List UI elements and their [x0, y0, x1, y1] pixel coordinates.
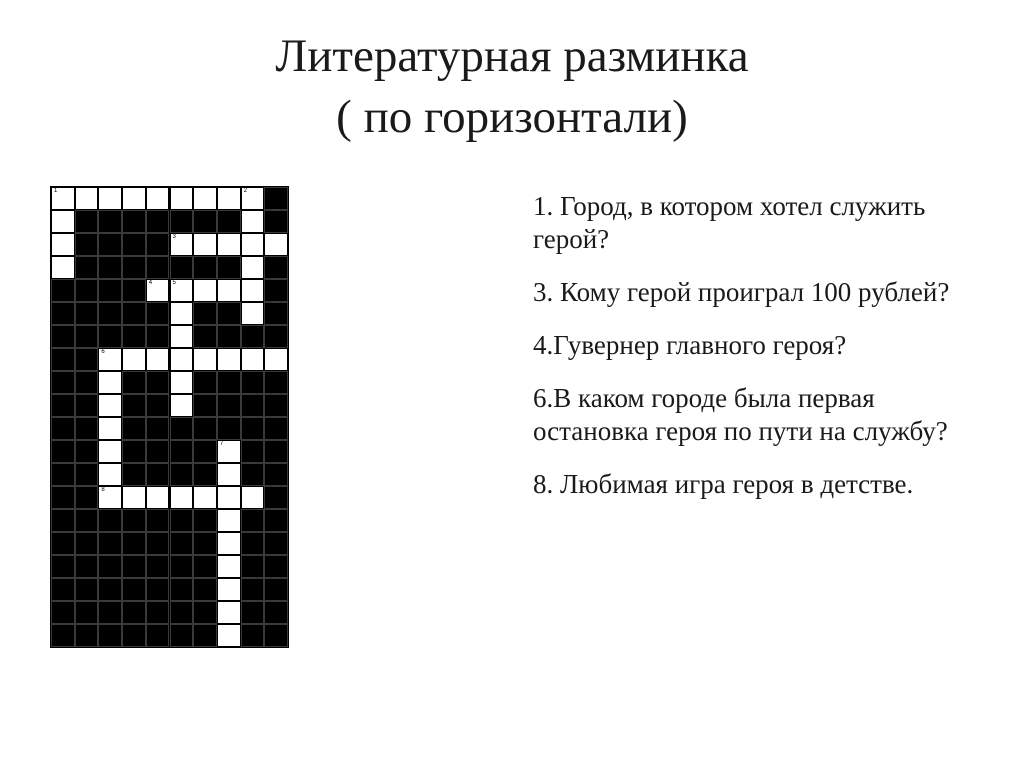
crossword-block: [51, 279, 75, 302]
crossword-block: [146, 256, 170, 279]
crossword-block: [98, 578, 122, 601]
crossword-cell[interactable]: [241, 486, 265, 509]
crossword-block: [241, 325, 265, 348]
crossword-cell[interactable]: [122, 187, 146, 210]
crossword-block: [122, 463, 146, 486]
crossword-block: [75, 509, 99, 532]
crossword-block: [146, 394, 170, 417]
clue-number: 1: [54, 188, 58, 194]
crossword-block: [146, 233, 170, 256]
clue-number: 6: [101, 349, 105, 355]
crossword-block: [241, 601, 265, 624]
crossword-block: [122, 256, 146, 279]
clue-number: 7: [219, 441, 224, 447]
crossword-block: [241, 463, 265, 486]
crossword-block: [51, 394, 75, 417]
crossword-cell[interactable]: [193, 348, 217, 371]
crossword-cell[interactable]: [146, 486, 170, 509]
crossword-block: [146, 302, 170, 325]
crossword-block: [98, 210, 122, 233]
crossword-cell[interactable]: [170, 394, 194, 417]
crossword-cell[interactable]: [170, 302, 194, 325]
crossword-block: [122, 532, 146, 555]
clue-number: 8: [101, 487, 105, 493]
crossword-cell[interactable]: [122, 486, 146, 509]
crossword-block: [170, 463, 194, 486]
crossword-block: [75, 394, 99, 417]
crossword-block: [75, 233, 99, 256]
crossword-cell[interactable]: [98, 486, 122, 509]
crossword-block: [193, 440, 217, 463]
crossword-block: [51, 624, 75, 647]
crossword-block: [170, 417, 194, 440]
crossword-block: [75, 325, 99, 348]
crossword-cell[interactable]: [170, 371, 194, 394]
crossword-cell[interactable]: [170, 348, 194, 371]
crossword-block: [241, 394, 265, 417]
crossword-block: [122, 210, 146, 233]
crossword-block: [170, 440, 194, 463]
crossword-block: [193, 417, 217, 440]
crossword-block: [146, 532, 170, 555]
crossword-block: [264, 302, 288, 325]
clue-list: [533, 190, 973, 521]
crossword-block: [51, 555, 75, 578]
crossword-cell[interactable]: [241, 233, 265, 256]
crossword-block: [264, 440, 288, 463]
crossword-block: [122, 371, 146, 394]
crossword-block: [75, 555, 99, 578]
crossword-block: [217, 371, 241, 394]
crossword-block: [122, 624, 146, 647]
crossword-block: [264, 256, 288, 279]
crossword-cell[interactable]: [241, 302, 265, 325]
crossword-block: [122, 417, 146, 440]
crossword-cell[interactable]: [217, 279, 241, 302]
crossword-block: [241, 440, 265, 463]
crossword-block: [264, 578, 288, 601]
crossword-block: [75, 210, 99, 233]
crossword-block: [217, 325, 241, 348]
crossword-block: [146, 578, 170, 601]
crossword-grid: [50, 186, 289, 648]
crossword-cell[interactable]: [170, 233, 194, 256]
crossword-block: [98, 256, 122, 279]
crossword-block: [217, 302, 241, 325]
crossword-block: [241, 555, 265, 578]
crossword-block: [75, 348, 99, 371]
title-line-2: ( по горизонтали): [336, 91, 688, 143]
crossword-cell[interactable]: [146, 187, 170, 210]
crossword-cell[interactable]: [146, 279, 170, 302]
crossword-cell[interactable]: [217, 486, 241, 509]
crossword-cell[interactable]: [241, 256, 265, 279]
crossword-cell[interactable]: [217, 624, 241, 647]
crossword-block: [264, 532, 288, 555]
crossword-block: [264, 624, 288, 647]
crossword-block: [51, 532, 75, 555]
crossword-block: [75, 463, 99, 486]
crossword-block: [193, 624, 217, 647]
crossword-block: [51, 601, 75, 624]
clue-8: 8. Любимая игра героя в детстве.: [533, 469, 914, 499]
crossword-cell[interactable]: [264, 233, 288, 256]
crossword-block: [75, 256, 99, 279]
crossword-block: [98, 325, 122, 348]
crossword-block: [170, 555, 194, 578]
crossword-cell[interactable]: [170, 187, 194, 210]
crossword-block: [241, 371, 265, 394]
crossword-block: [170, 624, 194, 647]
crossword-block: [193, 463, 217, 486]
crossword-cell[interactable]: [146, 348, 170, 371]
crossword-block: [193, 509, 217, 532]
crossword-block: [264, 325, 288, 348]
crossword-block: [146, 417, 170, 440]
crossword-block: [51, 371, 75, 394]
crossword-cell[interactable]: [122, 348, 146, 371]
crossword-cell[interactable]: [241, 279, 265, 302]
crossword-cell[interactable]: [217, 440, 241, 463]
crossword-block: [51, 440, 75, 463]
crossword-block: [217, 417, 241, 440]
crossword-block: [122, 233, 146, 256]
crossword-block: [75, 417, 99, 440]
crossword-block: [241, 532, 265, 555]
crossword-block: [122, 325, 146, 348]
crossword-block: [98, 509, 122, 532]
crossword-cell[interactable]: [98, 463, 122, 486]
crossword-block: [193, 394, 217, 417]
crossword-block: [193, 302, 217, 325]
crossword-block: [51, 348, 75, 371]
crossword-cell[interactable]: [75, 187, 99, 210]
crossword-block: [264, 279, 288, 302]
crossword-block: [98, 555, 122, 578]
crossword-block: [51, 302, 75, 325]
crossword-block: [122, 302, 146, 325]
crossword-block: [217, 256, 241, 279]
crossword-cell[interactable]: [217, 555, 241, 578]
crossword-block: [264, 417, 288, 440]
crossword-block: [51, 509, 75, 532]
crossword-block: [98, 601, 122, 624]
crossword-cell[interactable]: [170, 325, 194, 348]
crossword-cell[interactable]: [98, 394, 122, 417]
crossword-block: [264, 555, 288, 578]
crossword-cell[interactable]: [241, 348, 265, 371]
crossword-cell[interactable]: [217, 233, 241, 256]
crossword-block: [98, 532, 122, 555]
crossword-block: [217, 210, 241, 233]
crossword-block: [122, 555, 146, 578]
crossword-cell[interactable]: [217, 601, 241, 624]
crossword-block: [98, 624, 122, 647]
crossword-cell[interactable]: [98, 348, 122, 371]
crossword-block: [98, 302, 122, 325]
crossword-block: [193, 256, 217, 279]
crossword-block: [217, 394, 241, 417]
clue-6: 6.В каком городе была первая остановка героя по пути на службу?: [533, 383, 948, 446]
crossword-block: [264, 486, 288, 509]
crossword-block: [146, 509, 170, 532]
crossword-block: [264, 187, 288, 210]
crossword-block: [75, 371, 99, 394]
crossword-cell[interactable]: [217, 348, 241, 371]
crossword-block: [264, 463, 288, 486]
crossword-cell[interactable]: [98, 187, 122, 210]
crossword-block: [146, 555, 170, 578]
crossword-cell[interactable]: [51, 233, 75, 256]
crossword-block: [193, 325, 217, 348]
crossword-cell[interactable]: [264, 348, 288, 371]
crossword-block: [146, 440, 170, 463]
crossword-block: [193, 532, 217, 555]
crossword-cell[interactable]: [193, 279, 217, 302]
crossword-cell[interactable]: [193, 187, 217, 210]
crossword-block: [122, 279, 146, 302]
crossword-block: [122, 578, 146, 601]
crossword-block: [75, 578, 99, 601]
crossword-block: [241, 509, 265, 532]
crossword-block: [170, 532, 194, 555]
crossword-block: [146, 210, 170, 233]
clue-number: 2: [243, 188, 247, 194]
slide-title: [0, 26, 1024, 148]
crossword-block: [241, 624, 265, 647]
crossword-block: [75, 532, 99, 555]
clue-number: 4: [148, 280, 153, 286]
crossword-block: [122, 394, 146, 417]
crossword-block: [146, 371, 170, 394]
crossword-block: [146, 624, 170, 647]
crossword-cell[interactable]: [217, 532, 241, 555]
crossword-block: [193, 601, 217, 624]
clue-4: 4.Гувернер главного героя?: [533, 330, 847, 360]
crossword-cell[interactable]: [217, 463, 241, 486]
crossword-block: [51, 325, 75, 348]
crossword-cell[interactable]: [193, 486, 217, 509]
crossword-cell[interactable]: [98, 417, 122, 440]
clue-3: 3. Кому герой проиграл 100 рублей?: [533, 277, 950, 307]
crossword-block: [170, 256, 194, 279]
crossword-cell[interactable]: [170, 486, 194, 509]
crossword-block: [170, 509, 194, 532]
crossword-block: [51, 463, 75, 486]
title-line-1: Литературная разминка: [275, 30, 749, 82]
crossword-block: [75, 279, 99, 302]
crossword-block: [122, 509, 146, 532]
crossword-block: [193, 371, 217, 394]
crossword-block: [98, 279, 122, 302]
crossword-cell[interactable]: [217, 578, 241, 601]
crossword-block: [122, 440, 146, 463]
crossword-cell[interactable]: [98, 371, 122, 394]
crossword-cell[interactable]: [51, 256, 75, 279]
crossword-cell[interactable]: [98, 440, 122, 463]
crossword-block: [264, 509, 288, 532]
crossword-block: [264, 394, 288, 417]
crossword-block: [146, 463, 170, 486]
crossword-block: [264, 210, 288, 233]
crossword-cell[interactable]: [193, 233, 217, 256]
crossword-block: [170, 578, 194, 601]
crossword-block: [122, 601, 146, 624]
crossword-block: [75, 440, 99, 463]
crossword-cell[interactable]: [217, 187, 241, 210]
crossword-block: [75, 601, 99, 624]
crossword-block: [75, 486, 99, 509]
crossword-block: [193, 210, 217, 233]
crossword-block: [264, 371, 288, 394]
crossword-block: [75, 302, 99, 325]
clue-number: 3: [172, 234, 176, 240]
crossword-block: [51, 578, 75, 601]
crossword-block: [170, 210, 194, 233]
crossword-block: [75, 624, 99, 647]
crossword-block: [146, 325, 170, 348]
crossword-block: [264, 601, 288, 624]
crossword-block: [170, 601, 194, 624]
crossword-block: [193, 578, 217, 601]
clue-number: 5: [172, 280, 176, 286]
crossword-block: [146, 601, 170, 624]
crossword-cell[interactable]: [241, 187, 265, 210]
crossword-block: [98, 233, 122, 256]
crossword-block: [193, 555, 217, 578]
crossword-block: [51, 486, 75, 509]
crossword-cell[interactable]: [51, 187, 75, 210]
crossword-cell[interactable]: [170, 279, 194, 302]
crossword-block: [51, 417, 75, 440]
crossword-cell[interactable]: [51, 210, 75, 233]
clue-1: 1. Город, в котором хотел служить герой?: [533, 191, 926, 254]
crossword-block: [241, 578, 265, 601]
crossword-cell[interactable]: [241, 210, 265, 233]
crossword-block: [241, 417, 265, 440]
crossword-cell[interactable]: [217, 509, 241, 532]
